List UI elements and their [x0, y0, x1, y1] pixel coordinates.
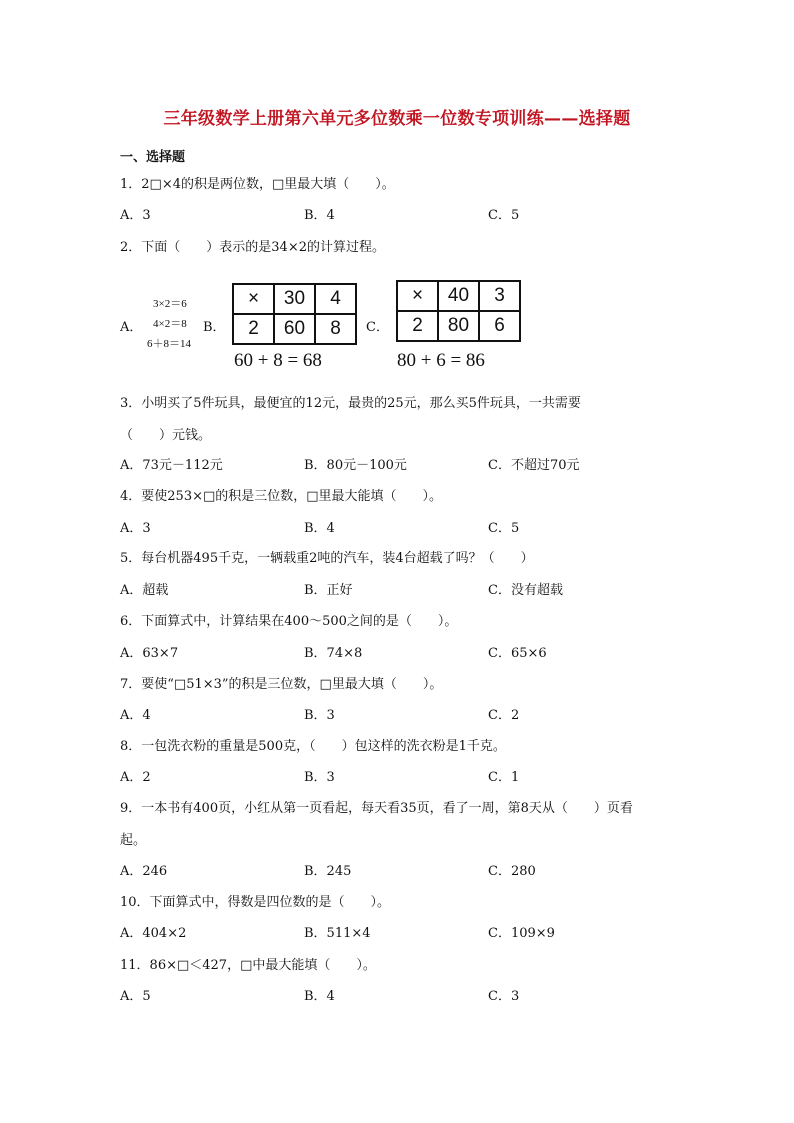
q4-option-a[interactable]: A．3 — [120, 521, 151, 536]
question-1: 1．2□×4的积是两位数，□里最大填（ ）。 — [120, 177, 395, 192]
q11-option-c[interactable]: C．3 — [488, 989, 520, 1004]
question-11: 11．86×□＜427，□中最大能填（ ）。 — [120, 958, 376, 973]
q6-option-a[interactable]: A．63×7 — [120, 646, 179, 661]
q8-option-c[interactable]: C．1 — [488, 770, 520, 785]
question-7: 7．要使“□51×3”的积是三位数，□里最大填（ ）。 — [120, 677, 443, 692]
question-9: 9．一本书有400页，小红从第一页看起，每天看35页，看了一周，第8天从（ ）页看 — [120, 801, 633, 816]
grid-cell: 80 — [438, 311, 479, 341]
grid-cell: 2 — [233, 314, 274, 344]
q5-option-a[interactable]: A．超载 — [120, 583, 169, 598]
q8-option-a[interactable]: A．2 — [120, 770, 151, 785]
q4-option-b[interactable]: B．4 — [304, 521, 335, 536]
q3-option-a[interactable]: A．73元－112元 — [120, 458, 223, 473]
grid-cell: 2 — [397, 311, 438, 341]
grid-cell: 3 — [479, 281, 520, 311]
q6-option-b[interactable]: B．74×8 — [304, 646, 363, 661]
grid-cell: 4 — [315, 284, 356, 314]
q10-option-c[interactable]: C．109×9 — [488, 926, 555, 941]
calc-line-3: 6＋8＝14 — [147, 338, 191, 350]
calc-line-1: 3×2＝6 — [153, 298, 187, 310]
q2-option-a-calculation[interactable] — [147, 294, 191, 354]
grid-cell: 60 — [274, 314, 315, 344]
question-3: 3．小明买了5件玩具，最便宜的12元，最贵的25元，那么买5件玩具，一共需要 — [120, 396, 581, 411]
grid-cell: 40 — [438, 281, 479, 311]
q8-option-b[interactable]: B．3 — [304, 770, 335, 785]
question-8: 8．一包洗衣粉的重量是500克，（ ）包这样的洗衣粉是1千克。 — [120, 739, 506, 754]
q5-option-c[interactable]: C．没有超载 — [488, 583, 563, 598]
q9-option-b[interactable]: B．245 — [304, 864, 352, 879]
q1-option-a[interactable]: A．3 — [120, 208, 151, 223]
grid-cell: 30 — [274, 284, 315, 314]
q1-option-c[interactable]: C．5 — [488, 208, 520, 223]
grid-cell: 6 — [479, 311, 520, 341]
q11-option-b[interactable]: B．4 — [304, 989, 335, 1004]
q2-option-b-label[interactable]: B． — [203, 320, 226, 335]
question-2: 2．下面（ ）表示的是34×2的计算过程。 — [120, 240, 385, 255]
q5-option-b[interactable]: B．正好 — [304, 583, 353, 598]
question-4: 4．要使253×□的积是三位数，□里最大能填（ ）。 — [120, 489, 443, 504]
q2-option-b-sum: 60 + 8 = 68 — [234, 350, 322, 371]
q9-option-a[interactable]: A．246 — [120, 864, 168, 879]
q4-option-c[interactable]: C．5 — [488, 521, 520, 536]
q7-option-c[interactable]: C．2 — [488, 708, 520, 723]
q7-option-b[interactable]: B．3 — [304, 708, 335, 723]
q2-option-c-grid[interactable] — [396, 280, 521, 342]
q2-option-c-sum: 80 + 6 = 86 — [397, 350, 485, 371]
q9-option-c[interactable]: C．280 — [488, 864, 536, 879]
calc-line-2: 4×2＝8 — [153, 318, 187, 330]
q6-option-c[interactable]: C．65×6 — [488, 646, 547, 661]
q7-option-a[interactable]: A．4 — [120, 708, 151, 723]
q10-option-b[interactable]: B．511×4 — [304, 926, 371, 941]
q1-option-b[interactable]: B．4 — [304, 208, 335, 223]
question-3-cont: （ ）元钱。 — [120, 428, 212, 443]
q10-option-a[interactable]: A．404×2 — [120, 926, 187, 941]
grid-cell: 8 — [315, 314, 356, 344]
q2-option-a-label[interactable]: A． — [120, 320, 143, 335]
section-heading: 一、选择题 — [120, 150, 186, 165]
q3-option-b[interactable]: B．80元－100元 — [304, 458, 407, 473]
q3-option-c[interactable]: C．不超过70元 — [488, 458, 580, 473]
question-5: 5．每台机器495千克，一辆载重2吨的汽车，装4台超载了吗？（ ） — [120, 551, 534, 566]
worksheet-title: 三年级数学上册第六单元多位数乘一位数专项训练——选择题 — [163, 109, 631, 129]
grid-cell: × — [397, 281, 438, 311]
grid-cell: × — [233, 284, 274, 314]
q11-option-a[interactable]: A．5 — [120, 989, 151, 1004]
q2-option-c-label[interactable]: C． — [366, 320, 389, 335]
question-9-cont: 起。 — [120, 833, 147, 848]
question-10: 10．下面算式中，得数是四位数的是（ ）。 — [120, 895, 391, 910]
question-6: 6．下面算式中，计算结果在400～500之间的是（ ）。 — [120, 614, 458, 629]
q2-option-b-grid[interactable] — [232, 283, 357, 345]
